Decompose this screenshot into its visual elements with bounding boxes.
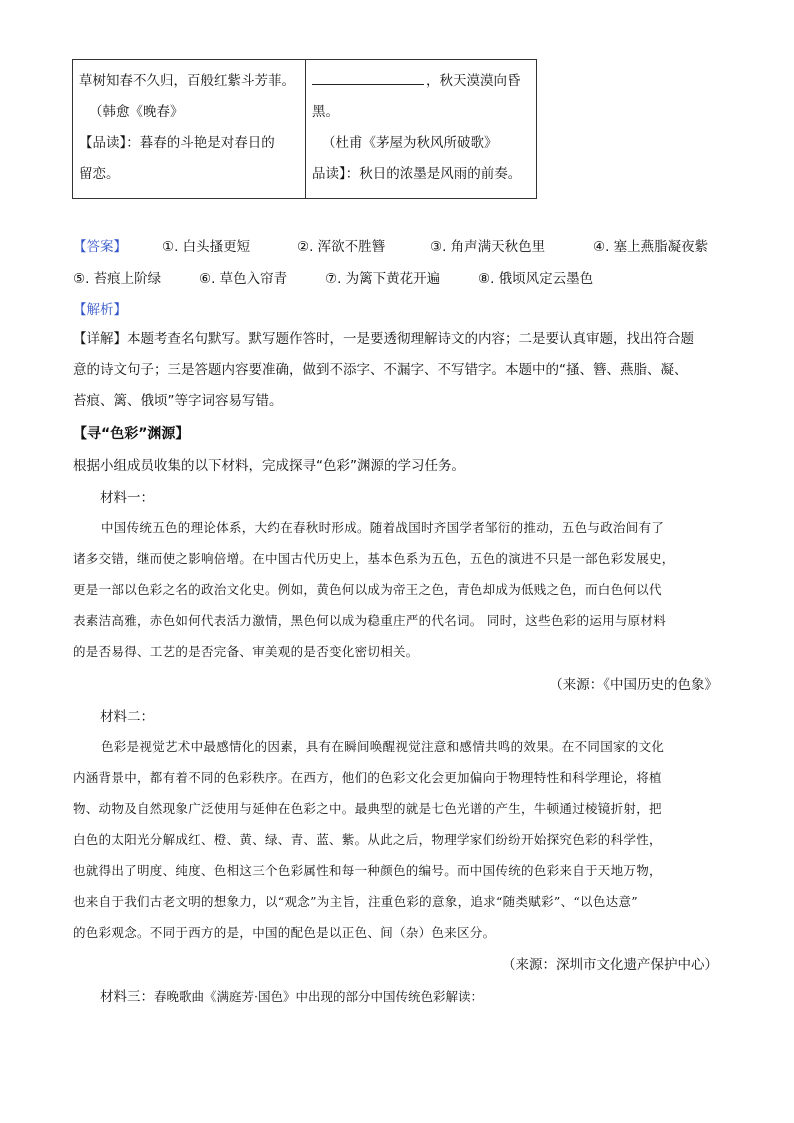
material1-line: 表素洁高雅，赤色如何代表活力激情，黑色何以成为稳重庄严的代名词。 同时，这些色彩的运用与原材料 bbox=[73, 613, 667, 628]
answer-item-8: ⑧. 俄顷风定云墨色 bbox=[478, 271, 594, 287]
poem-cell-left bbox=[73, 60, 306, 199]
answer-item-5: ⑤. 苔痕上阶绿 bbox=[73, 271, 162, 287]
material1-line: 中国传统五色的理论体系，大约在春秋时形成。随着战国时齐国学者邹衍的推动，五色与政治间有了 bbox=[101, 520, 665, 535]
material3-label: 材料三： bbox=[100, 989, 154, 1005]
material2-line: 内涵背景中，都有着不同的色彩秩序。在西方，他们的色彩文化会更加偏向于物理特性和科学理论，将植 bbox=[73, 770, 662, 785]
material2-line: 物、动物及自然现象广泛使用与延伸在色彩之中。最典型的就是七色光谱的产生，牛顿通过棱镜折射，把 bbox=[73, 801, 662, 816]
analysis-detail bbox=[73, 324, 723, 417]
material2-body bbox=[73, 731, 723, 948]
poem-left-line3: 【品读】：暮春的斗艳是对春日的 bbox=[79, 135, 275, 151]
answer-item-4: ④. 塞上燕脂凝夜紫 bbox=[593, 239, 709, 255]
analysis-line: 意的诗文句子；三是答题内容要准确，做到不添字、不漏字、不写错字。本题中的“搔、簪、燕脂、凝、 bbox=[73, 362, 688, 378]
material2-source: （来源：深圳市文化遗产保护中心） bbox=[502, 957, 718, 973]
material1-label: 材料一： bbox=[100, 490, 154, 506]
material1-line: 的是否易得、工艺的是否完备、审美观的是否变化密切相关。 bbox=[73, 644, 419, 659]
material1-source: （来源：《中国历史的色象》 bbox=[549, 677, 718, 693]
material1-line: 诸多交错，继而使之影响倍增。在中国古代历史上，基本色系为五色，五色的演进不只是一部色彩发展史， bbox=[73, 551, 675, 566]
material3-line bbox=[100, 985, 483, 1005]
poem-right-line1: ，秋天漠漠向昏黑。 bbox=[312, 66, 530, 128]
material2-line: 的色彩观念。不同于西方的是，中国的配色是以正色、间（杂）色来区分。 bbox=[73, 925, 496, 940]
answer-item-7: ⑦. 为篱下黄花开遍 bbox=[325, 271, 441, 287]
section-intro: 根据小组成员收集的以下材料，完成探寻“色彩”渊源的学习任务。 bbox=[73, 458, 465, 474]
material2-line: 白色的太阳光分解成红、橙、黄、绿、青、蓝、紫。从此之后，物理学家们纷纷开始探究色彩的科学性， bbox=[73, 832, 662, 847]
poem-right-line3: 品读】：秋日的浓墨是风雨的前奏。 bbox=[312, 166, 522, 182]
material2-line: 也就得出了明度、纯度、色相这三个色彩属性和每一种颜色的编号。而中国传统的色彩来自于天地万物， bbox=[73, 863, 662, 878]
poem-table bbox=[72, 59, 537, 199]
material2-label: 材料二： bbox=[100, 709, 154, 725]
poem-right-line2: （杜甫《茅屋为秋风所破歌》 bbox=[322, 135, 498, 151]
poem-left-line4: 留恋。 bbox=[79, 166, 120, 182]
section-title: 【寻“色彩”渊源】 bbox=[73, 426, 190, 442]
fill-blank bbox=[312, 69, 424, 85]
poem-cell-right bbox=[306, 60, 537, 199]
material3-text: 春晚歌曲《满庭芳·国色》中出现的部分中国传统色彩解读： bbox=[154, 989, 483, 1004]
material2-line: 也来自于我们古老文明的想象力，以“观念”为主旨，注重色彩的意象，追求“随类赋彩”、“以色达意” bbox=[73, 894, 638, 909]
poem-left-line1: 草树知春不久归，百般红紫斗芳菲。 bbox=[79, 73, 295, 89]
answer-item-2: ②. 浑欲不胜簪 bbox=[297, 239, 386, 255]
analysis-line: 【详解】本题考查名句默写。默写题作答时，一是要透彻理解诗文的内容；二是要认真审题，找出符合题 bbox=[73, 331, 694, 347]
answer-item-3: ③. 角声满天秋色里 bbox=[430, 239, 546, 255]
analysis-label: 【解析】 bbox=[73, 302, 127, 318]
poem-left-line2: （韩愈《晚春》 bbox=[89, 104, 184, 120]
material2-line: 色彩是视觉艺术中最感情化的因素，具有在瞬间唤醒视觉注意和感情共鸣的效果。在不同国家的文化 bbox=[101, 739, 665, 754]
answer-label: 【答案】 bbox=[73, 239, 127, 255]
answer-item-6: ⑥. 草色入帘青 bbox=[199, 271, 288, 287]
answer-item-1: ①. 白头搔更短 bbox=[162, 239, 251, 255]
material1-body bbox=[73, 512, 723, 667]
analysis-line: 苔痕、篱、俄顷”等字词容易写错。 bbox=[73, 393, 283, 409]
material1-line: 更是一部以色彩之名的政治文化史。例如，黄色何以成为帝王之色，青色却成为低贱之色，而白色何以代 bbox=[73, 582, 662, 597]
